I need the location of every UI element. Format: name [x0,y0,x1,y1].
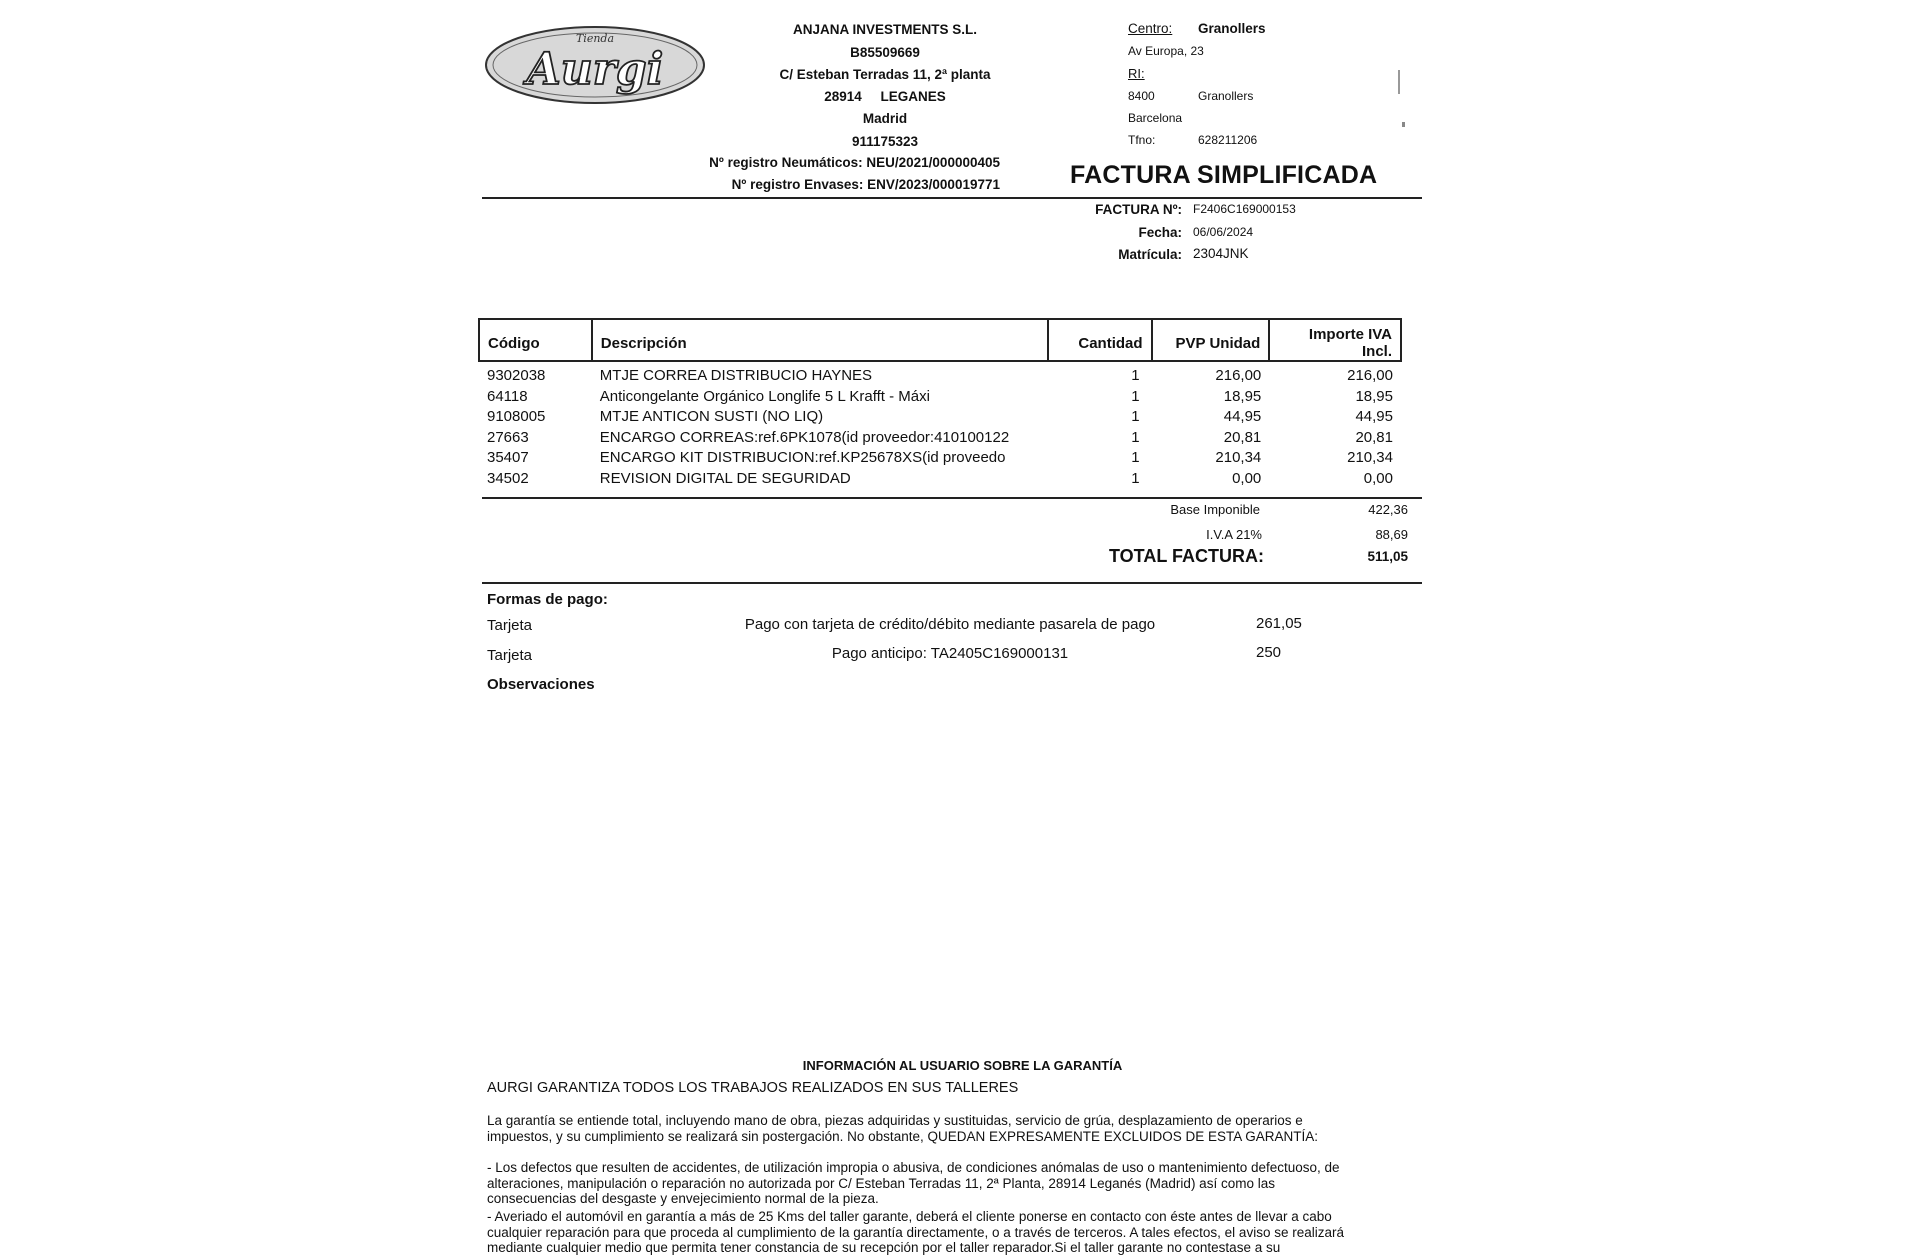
payment-amount: 250 [1256,644,1282,661]
centro-tfno-label: Tfno: [1128,133,1156,147]
col-header-importe: Importe IVA Incl. [1269,319,1401,361]
centro-ri-label: RI: [1128,66,1145,81]
col-header-pvp-unidad: PVP Unidad [1152,319,1270,361]
invoice-plate-value: 2304JNK [1193,246,1249,261]
cell-unit: 210,34 [1215,449,1262,467]
company-postal-code: 28914 [824,89,862,104]
table-divider [482,497,1422,499]
cell-total: 18,95 [1355,387,1393,405]
cell-qty: 1 [1131,387,1140,405]
table-row [479,469,1401,490]
payment-desc: Pago anticipo: TA2405C169000131 [831,645,1069,662]
iva-value: 88,69 [1375,527,1408,542]
logo-tienda-text: Tienda [575,32,615,45]
cell-total: 20,81 [1355,428,1393,446]
cell-desc: ENCARGO CORREAS:ref.6PK1078(id proveedor:410100122 [599,428,1010,446]
company-reg-neumaticos: Nº registro Neumáticos: NEU/2021/000000405 [709,155,1000,170]
warranty-line: impuestos, y su cumplimiento se realizará sin postergación. No obstante, QUEDAN EXPRESAMENTE EXCLUIDOS DE ESTA GARANTÍA: [487,1128,1319,1144]
logo-brand-text: Aurgi [526,44,664,95]
cell-unit: 216,00 [1215,367,1262,384]
company-address: C/ Esteban Terradas 11, 2ª planta [779,67,991,82]
cell-code: 34502 [487,469,529,487]
cell-desc: REVISION DIGITAL DE SEGURIDAD [599,469,851,487]
warranty-line: consecuencias del desgaste y envejecimiento normal de la pieza. [487,1191,879,1206]
warranty-line: - Averiado el automóvil en garantía a más de 25 Kms del taller garante, deberá el cliente ponerse en contacto con éste antes de llevar a cabo [487,1209,1332,1224]
warranty-line: La garantía se entiende total, incluyendo mano de obra, piezas adquiridas y sustituidas, servicio de grúa, desplazamiento de operarios e [487,1113,1303,1128]
company-cif: B85509669 [850,45,920,60]
table-row [479,387,1401,408]
invoice-title: FACTURA SIMPLIFICADA [1070,161,1378,189]
invoice-number-value: F2406C169000153 [1193,202,1296,216]
cell-total: 44,95 [1355,408,1393,426]
col-header-cantidad: Cantidad [1048,319,1152,361]
cell-unit: 44,95 [1223,408,1262,426]
cell-code: 9302038 [487,367,546,384]
cell-code: 64118 [487,387,528,405]
warranty-line: mediante cualquier medio que permita tener constancia de su recepción por el taller reparador.Si el taller garante no contestase a su [487,1240,1281,1255]
cell-desc: ENCARGO KIT DISTRIBUCION:ref.KP25678XS(id proveedo [599,449,1006,467]
cell-desc: Anticongelante Orgánico Longlife 5 L Krafft - Máxi [599,387,930,405]
centro-value: Granollers [1198,21,1266,36]
company-reg-envases: Nº registro Envases: ENV/2023/000019771 [731,177,1000,192]
header-divider [482,197,1422,199]
cell-total: 210,34 [1347,449,1393,467]
centro-street: Av Europa, 23 [1128,44,1204,58]
warranty-subtitle: AURGI GARANTIZA TODOS LOS TRABAJOS REALIZADOS EN SUS TALLERES [487,1080,1019,1096]
cell-code: 27663 [487,428,529,446]
centro-province: Barcelona [1128,111,1183,125]
cell-unit: 18,95 [1223,387,1262,405]
cell-qty: 1 [1131,408,1140,426]
centro-city: Granollers [1198,89,1254,103]
cell-qty: 1 [1131,428,1140,446]
warranty-line: alteraciones, manipulación o reparación no autorizada por C/ Esteban Terradas 11, 2ª Planta, 28914 Leganés (Madrid) así como las [487,1175,1275,1191]
company-phone: 911175323 [851,134,919,149]
totals-divider [482,582,1422,584]
warranty-paragraph-2 [487,1160,1340,1207]
items-table [478,318,1402,490]
invoice-date-value: 06/06/2024 [1193,225,1254,239]
base-imponible-value: 422,36 [1368,502,1408,517]
warranty-paragraph-3 [487,1209,1344,1256]
observaciones-label: Observaciones [487,676,595,693]
company-city: LEGANES [880,89,946,104]
company-postal-city [735,89,1035,104]
table-row [479,407,1401,428]
cell-unit: 20,81 [1223,428,1262,446]
centro-postal-code: 8400 [1128,89,1155,103]
base-imponible-label: Base Imponible [1170,502,1260,517]
scan-mark [1402,122,1405,127]
cell-total: 216,00 [1347,367,1393,384]
centro-label: Centro: [1128,21,1173,36]
cell-desc: MTJE CORREA DISTRIBUCIO HAYNES [599,367,873,384]
cell-code: 9108005 [487,408,546,426]
total-factura-label: TOTAL FACTURA: [1109,546,1264,566]
iva-label: I.V.A 21% [1206,527,1262,542]
warranty-line: cualquier reparación para que proceda al cumplimiento de la garantía directamente, o a través de terceros. A tales efectos, el aviso se realizará [487,1224,1344,1240]
invoice-date-label: Fecha: [1138,225,1182,240]
company-province: Madrid [862,111,908,126]
payment-title: Formas de pago: [487,591,608,608]
table-row [479,428,1401,449]
payment-method: Tarjeta [487,647,533,664]
total-factura-value: 511,05 [1367,549,1408,564]
aurgi-logo-graphic [484,22,706,108]
cell-desc: MTJE ANTICON SUSTI (NO LIQ) [599,408,824,426]
invoice-number-label: FACTURA Nº: [1095,202,1182,217]
cell-code: 35407 [487,449,529,467]
warranty-paragraph-1 [487,1113,1318,1144]
col-header-codigo: Código [479,319,592,361]
scan-mark [1398,70,1400,94]
cell-qty: 1 [1131,367,1140,384]
invoice-plate-label: Matrícula: [1118,247,1182,262]
col-header-descripcion: Descripción [592,319,1048,361]
table-row [479,448,1401,469]
payment-amount: 261,05 [1256,615,1302,632]
cell-unit: 0,00 [1232,469,1262,487]
cell-total: 0,00 [1363,469,1393,487]
warranty-line: - Los defectos que resulten de accidentes, de utilización impropia o abusiva, de condiciones anómalas de uso o mantenimiento defectuoso, de [487,1160,1340,1175]
warranty-title: INFORMACIÓN AL USUARIO SOBRE LA GARANTÍA [802,1058,1123,1073]
cell-qty: 1 [1131,449,1140,467]
centro-tfno-value: 628211206 [1198,133,1258,147]
table-row [479,366,1401,387]
payment-desc: Pago con tarjeta de crédito/débito mediante pasarela de pago [744,616,1156,633]
cell-qty: 1 [1131,469,1140,487]
company-name: ANJANA INVESTMENTS S.L. [792,22,978,37]
payment-method: Tarjeta [487,617,533,634]
aurgi-logo [484,22,706,108]
items-table-header [479,319,1401,361]
